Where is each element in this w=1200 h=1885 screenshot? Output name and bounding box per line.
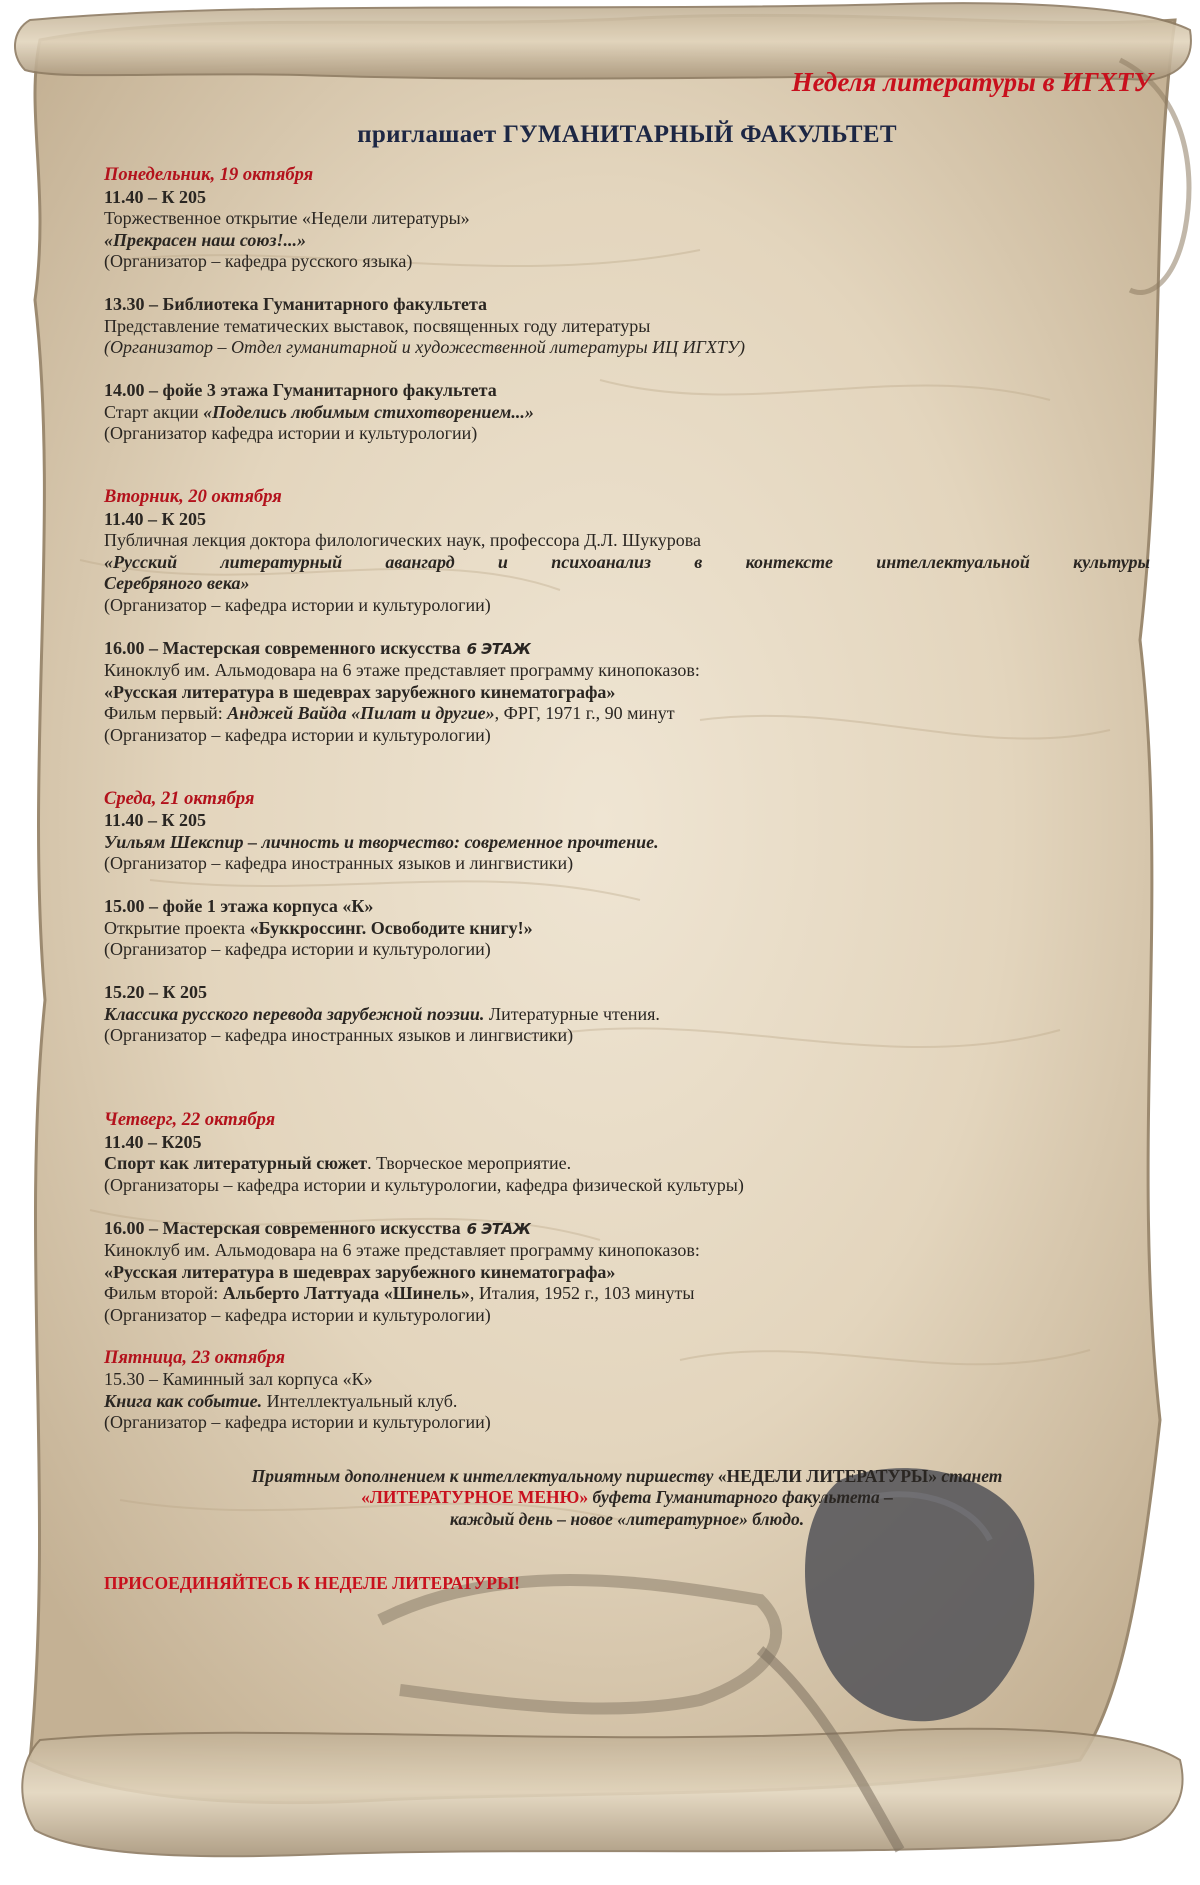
event-description — [104, 402, 1150, 424]
event-time-place: 11.40 – К 205 — [104, 508, 207, 529]
event-highlight: «Русский литературный авангард и психоанализ в контексте интеллектуальной культуры — [104, 551, 1150, 572]
event-program: «Русская литература в шедеврах зарубежного кинематографа» — [104, 1261, 616, 1282]
event-organizer: (Организатор – Отдел гуманитарной и художественной литературы ИЦ ИГХТУ) — [104, 337, 745, 357]
event-organizer: (Организатор – кафедра иностранных языков и лингвистики) — [104, 853, 574, 873]
event-time-place — [104, 1218, 1150, 1241]
closing-note — [104, 1466, 1150, 1531]
closing-note-text: буфета Гуманитарного факультета – — [588, 1487, 893, 1507]
event-highlight: «Буккроссинг. Освободите книгу!» — [249, 917, 533, 938]
closing-note-text: каждый день – новое «литературное» блюдо. — [449, 1508, 805, 1529]
event-highlight: «Прекрасен наш союз!...» — [104, 229, 307, 250]
event — [104, 1132, 1150, 1197]
event-highlight: «Поделись любимым стихотворением...» — [203, 401, 534, 422]
event-description — [104, 1153, 1150, 1175]
event-description-suffix: Литературные чтения. — [484, 1003, 660, 1024]
event — [104, 810, 1150, 875]
event — [104, 896, 1150, 961]
event-highlight: Классика русского перевода зарубежной поэзии. — [104, 1003, 485, 1024]
event-time-place: 15.30 – Каминный зал корпуса «К» — [104, 1369, 373, 1389]
event-organizer: (Организатор – кафедра русского языка) — [104, 251, 413, 271]
event — [104, 380, 1150, 445]
event-description: Киноклуб им. Альмодовара на 6 этаже представляет программу кинопоказов: — [104, 660, 700, 680]
floor-label: 6 ЭТАЖ — [466, 1219, 531, 1238]
event-film — [104, 1283, 1150, 1305]
floor-label: 6 ЭТАЖ — [466, 639, 531, 658]
event-description-prefix: Открытие проекта — [104, 917, 250, 938]
film-title: Анджей Вайда «Пилат и другие» — [227, 703, 495, 723]
event-description: Публичная лекция доктора филологических наук, профессора Д.Л. Шукурова — [104, 530, 702, 550]
page-subtitle: приглашает ГУМАНИТАРНЫЙ ФАКУЛЬТЕТ — [357, 121, 897, 148]
event-description: Киноклуб им. Альмодовара на 6 этаже представляет программу кинопоказов: — [104, 1240, 700, 1260]
film-suffix: , ФРГ, 1971 г., 90 минут — [494, 703, 675, 723]
event-organizer: (Организаторы – кафедра истории и культурологии, кафедра физической культуры) — [104, 1174, 744, 1195]
day-tuesday — [104, 487, 1150, 746]
event-organizer: (Организатор кафедра истории и культурологии) — [104, 423, 478, 443]
day-monday — [104, 165, 1150, 445]
event-time-place: 11.40 – К 205 — [104, 810, 207, 830]
film-suffix: , Италия, 1952 г., 103 минуты — [469, 1283, 695, 1303]
event-time-place: 11.40 – К205 — [104, 1131, 202, 1152]
event-organizer: (Организатор – кафедра истории и культурологии) — [104, 939, 491, 959]
event-time-place-text: 16.00 – Мастерская современного искусства — [104, 1217, 461, 1238]
event-description: Торжественное открытие «Недели литературы» — [104, 208, 470, 228]
literary-menu-label: «ЛИТЕРАТУРНОЕ МЕНЮ» — [361, 1487, 589, 1507]
event — [104, 982, 1150, 1047]
film-prefix: Фильм второй: — [104, 1283, 223, 1303]
closing-note-text: Приятным дополнением к интеллектуальному пиршеству — [251, 1465, 718, 1486]
event-organizer: (Организатор – кафедра истории и культурологии) — [104, 1412, 491, 1432]
event-organizer: (Организатор – кафедра истории и культурологии) — [104, 724, 491, 745]
event-organizer: (Организатор – кафедра истории и культурологии) — [104, 1304, 491, 1325]
call-to-action: ПРИСОЕДИНЯЙТЕСЬ К НЕДЕЛЕ ЛИТЕРАТУРЫ! — [104, 1573, 520, 1593]
event-film — [104, 703, 1150, 725]
day-title: Понедельник, 19 октября — [104, 165, 314, 185]
event-description — [104, 1004, 1150, 1026]
day-title: Четверг, 22 октября — [104, 1110, 276, 1130]
event-highlight-continued: Серебряного века» — [104, 573, 250, 593]
event — [104, 638, 1150, 747]
event-description-suffix: . Творческое мероприятие. — [367, 1153, 572, 1173]
event-time-place: 14.00 – фойе 3 этажа Гуманитарного факультета — [104, 380, 497, 400]
page-title: Неделя литературы в ИГХТУ — [791, 67, 1152, 97]
event-time-place-text: 16.00 – Мастерская современного искусства — [104, 637, 461, 658]
event-time-place: 15.00 – фойе 1 этажа корпуса «К» — [104, 896, 374, 916]
event-organizer: (Организатор – кафедра иностранных языков и лингвистики) — [104, 1025, 574, 1045]
day-friday — [104, 1348, 1150, 1434]
event-organizer: (Организатор – кафедра истории и культурологии) — [104, 594, 491, 615]
event-description — [104, 1391, 1150, 1413]
event-time-place: 13.30 – Библиотека Гуманитарного факультета — [104, 294, 488, 314]
event-description: Представление тематических выставок, посвященных году литературы — [104, 315, 651, 336]
closing-note-emphasis: «НЕДЕЛИ ЛИТЕРАТУРЫ» — [717, 1465, 937, 1486]
program-content — [104, 66, 1150, 1595]
event — [104, 1218, 1150, 1327]
event-time-place — [104, 638, 1150, 661]
event — [104, 1369, 1150, 1434]
event-time-place: 11.40 – К 205 — [104, 186, 207, 207]
day-title: Вторник, 20 октября — [104, 487, 282, 507]
event-highlight: Книга как событие. — [104, 1390, 263, 1411]
bottom-roll — [22, 1729, 1182, 1857]
event-description-prefix: Старт акции — [104, 401, 204, 422]
event-description — [104, 918, 1150, 940]
film-prefix: Фильм первый: — [104, 703, 228, 723]
event — [104, 294, 1150, 359]
event — [104, 187, 1150, 273]
day-title: Среда, 21 октября — [104, 788, 255, 809]
event — [104, 509, 1150, 617]
event-highlight: Уильям Шекспир – личность и творчество: современное прочтение. — [104, 831, 659, 852]
event-time-place: 15.20 – К 205 — [104, 982, 208, 1002]
day-title: Пятница, 23 октября — [104, 1347, 286, 1368]
event-program: «Русская литература в шедеврах зарубежного кинематографа» — [104, 681, 616, 702]
day-wednesday — [104, 789, 1150, 1047]
closing-note-text: станет — [936, 1465, 1003, 1486]
event-description-suffix: Интеллектуальный клуб. — [262, 1390, 458, 1411]
event-highlight: Спорт как литературный сюжет — [104, 1153, 368, 1173]
day-thursday — [104, 1110, 1150, 1326]
film-title: Альберто Латтуада «Шинель» — [222, 1283, 470, 1303]
